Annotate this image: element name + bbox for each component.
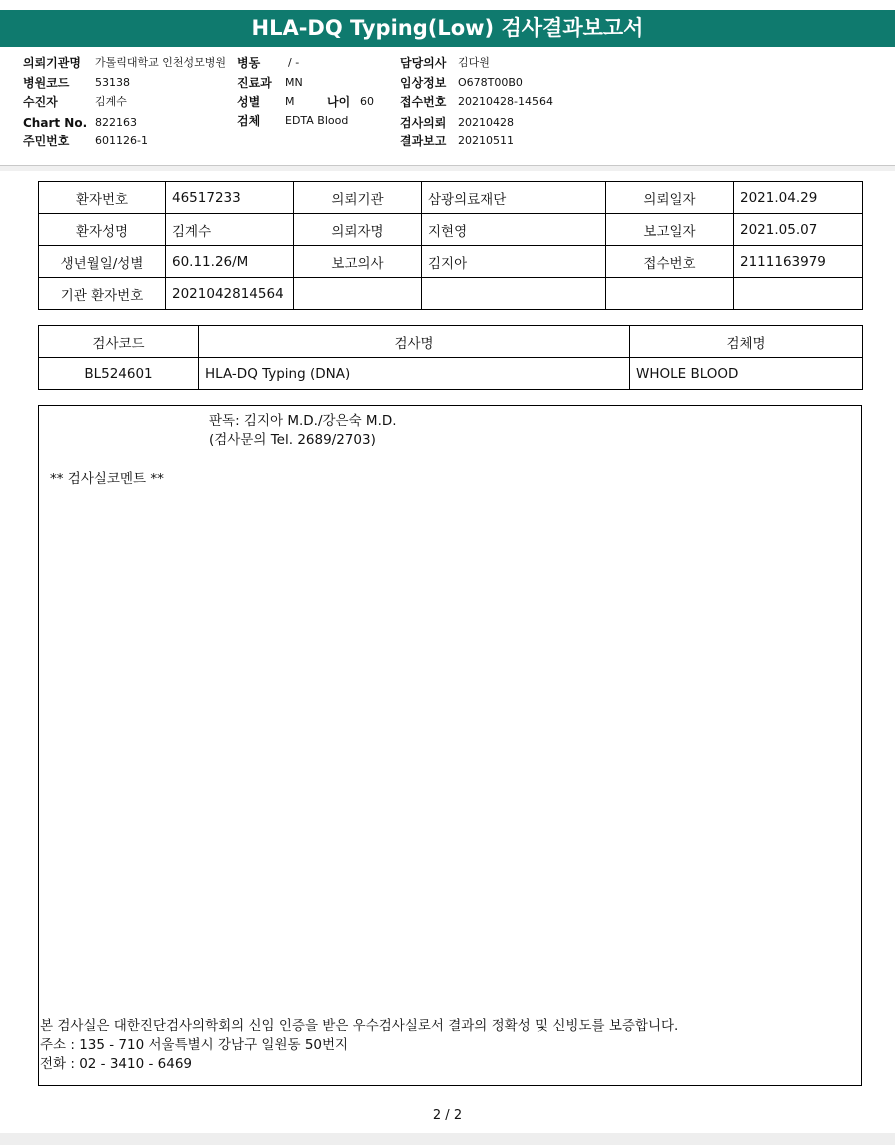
header-value-accession-no: 20210428-14564 <box>458 95 553 108</box>
address-text: 주소 : 135 - 710 서울특별시 강남구 일원동 50번지 <box>40 1037 349 1053</box>
header-label-report-date: 결과보고 <box>400 134 447 148</box>
header-label-clinical-info: 임상정보 <box>400 76 447 90</box>
header-value-age: 60 <box>360 95 374 108</box>
patient-info-value: 김지아 <box>422 246 606 278</box>
header-label-accession-no: 접수번호 <box>400 95 447 109</box>
header-label-sex: 성별 <box>237 95 261 109</box>
patient-info-value <box>734 278 863 310</box>
test-table <box>38 325 863 390</box>
test-code: BL524601 <box>39 358 199 390</box>
certification-text: 본 검사실은 대한진단검사의학회의 신임 인증을 받은 우수검사실로서 결과의 정확성 및 신빙도를 보증합니다. <box>40 1018 679 1034</box>
test-name: HLA-DQ Typing (DNA) <box>199 358 630 390</box>
patient-info-label: 의뢰일자 <box>606 182 734 214</box>
table-row <box>39 182 863 214</box>
header-value-clinical-info: O678T00B0 <box>458 76 523 89</box>
header-label-resident-no: 주민번호 <box>23 134 70 148</box>
patient-info-label: 환자성명 <box>39 214 166 246</box>
contact-line: (검사문의 Tel. 2689/2703) <box>209 432 376 448</box>
header-label-hospital-code: 병원코드 <box>23 76 70 90</box>
patient-info-table <box>38 181 863 310</box>
header-label-institution: 의뢰기관명 <box>23 56 81 70</box>
report-title: HLA-DQ Typing(Low) 검사결과보고서 <box>251 16 644 40</box>
reader-line: 판독: 김지아 M.D./강은숙 M.D. <box>209 413 397 429</box>
comments-box <box>38 405 862 1086</box>
header-value-ward: / - <box>288 56 300 69</box>
header-label-age: 나이 <box>327 95 351 109</box>
patient-info-value: 지현영 <box>422 214 606 246</box>
table-row <box>39 358 863 390</box>
header-label-ward: 병동 <box>237 56 261 70</box>
lab-comment-heading: ** 검사실코멘트 ** <box>50 471 164 487</box>
table-row <box>39 214 863 246</box>
page-number: 2 / 2 <box>432 1108 463 1123</box>
header-value-resident-no: 601126-1 <box>95 134 148 147</box>
patient-info-label <box>606 278 734 310</box>
patient-info-label: 생년월일/성별 <box>39 246 166 278</box>
header-label-specimen: 검체 <box>237 114 261 128</box>
patient-info-value: 2021.04.29 <box>734 182 863 214</box>
phone-text: 전화 : 02 - 3410 - 6469 <box>40 1056 193 1072</box>
patient-info-label: 보고의사 <box>294 246 422 278</box>
patient-info-value <box>422 278 606 310</box>
header-value-specimen: EDTA Blood <box>285 114 349 127</box>
table-header-row <box>39 326 863 358</box>
header-info <box>0 47 895 166</box>
test-code-header: 검사코드 <box>39 326 199 358</box>
header-value-patient: 김계수 <box>95 95 127 108</box>
header-value-hospital-code: 53138 <box>95 76 130 89</box>
table-row <box>39 278 863 310</box>
patient-info-value: 2021.05.07 <box>734 214 863 246</box>
header-label-chart-no: Chart No. <box>23 116 88 130</box>
patient-info-value: 2021042814564 <box>166 278 294 310</box>
header-value-request-date: 20210428 <box>458 116 514 129</box>
header-label-doctor: 담당의사 <box>400 56 447 70</box>
patient-info-label <box>294 278 422 310</box>
header-value-doctor: 김다원 <box>458 56 490 69</box>
patient-info-value: 60.11.26/M <box>166 246 294 278</box>
patient-info-label: 보고일자 <box>606 214 734 246</box>
header-value-report-date: 20210511 <box>458 134 514 147</box>
patient-info-label: 기관 환자번호 <box>39 278 166 310</box>
specimen-name: WHOLE BLOOD <box>630 358 863 390</box>
viewer-bottom-bar <box>0 1133 895 1145</box>
patient-info-label: 의뢰자명 <box>294 214 422 246</box>
patient-info-label: 환자번호 <box>39 182 166 214</box>
header-label-department: 진료과 <box>237 76 272 90</box>
patient-info-value: 삼광의료재단 <box>422 182 606 214</box>
patient-info-value: 2111163979 <box>734 246 863 278</box>
report-title-bar <box>0 10 895 47</box>
table-row <box>39 246 863 278</box>
patient-info-value: 46517233 <box>166 182 294 214</box>
test-name-header: 검사명 <box>199 326 630 358</box>
header-value-institution: 가톨릭대학교 인천성모병원 <box>95 56 227 69</box>
patient-info-value: 김계수 <box>166 214 294 246</box>
header-label-request-date: 검사의뢰 <box>400 116 447 130</box>
patient-info-label: 의뢰기관 <box>294 182 422 214</box>
header-value-department: MN <box>285 76 303 89</box>
header-label-patient: 수진자 <box>23 95 58 109</box>
specimen-name-header: 검체명 <box>630 326 863 358</box>
header-separator <box>0 166 895 171</box>
patient-info-label: 접수번호 <box>606 246 734 278</box>
header-value-sex: M <box>285 95 295 108</box>
header-value-chart-no: 822163 <box>95 116 137 129</box>
